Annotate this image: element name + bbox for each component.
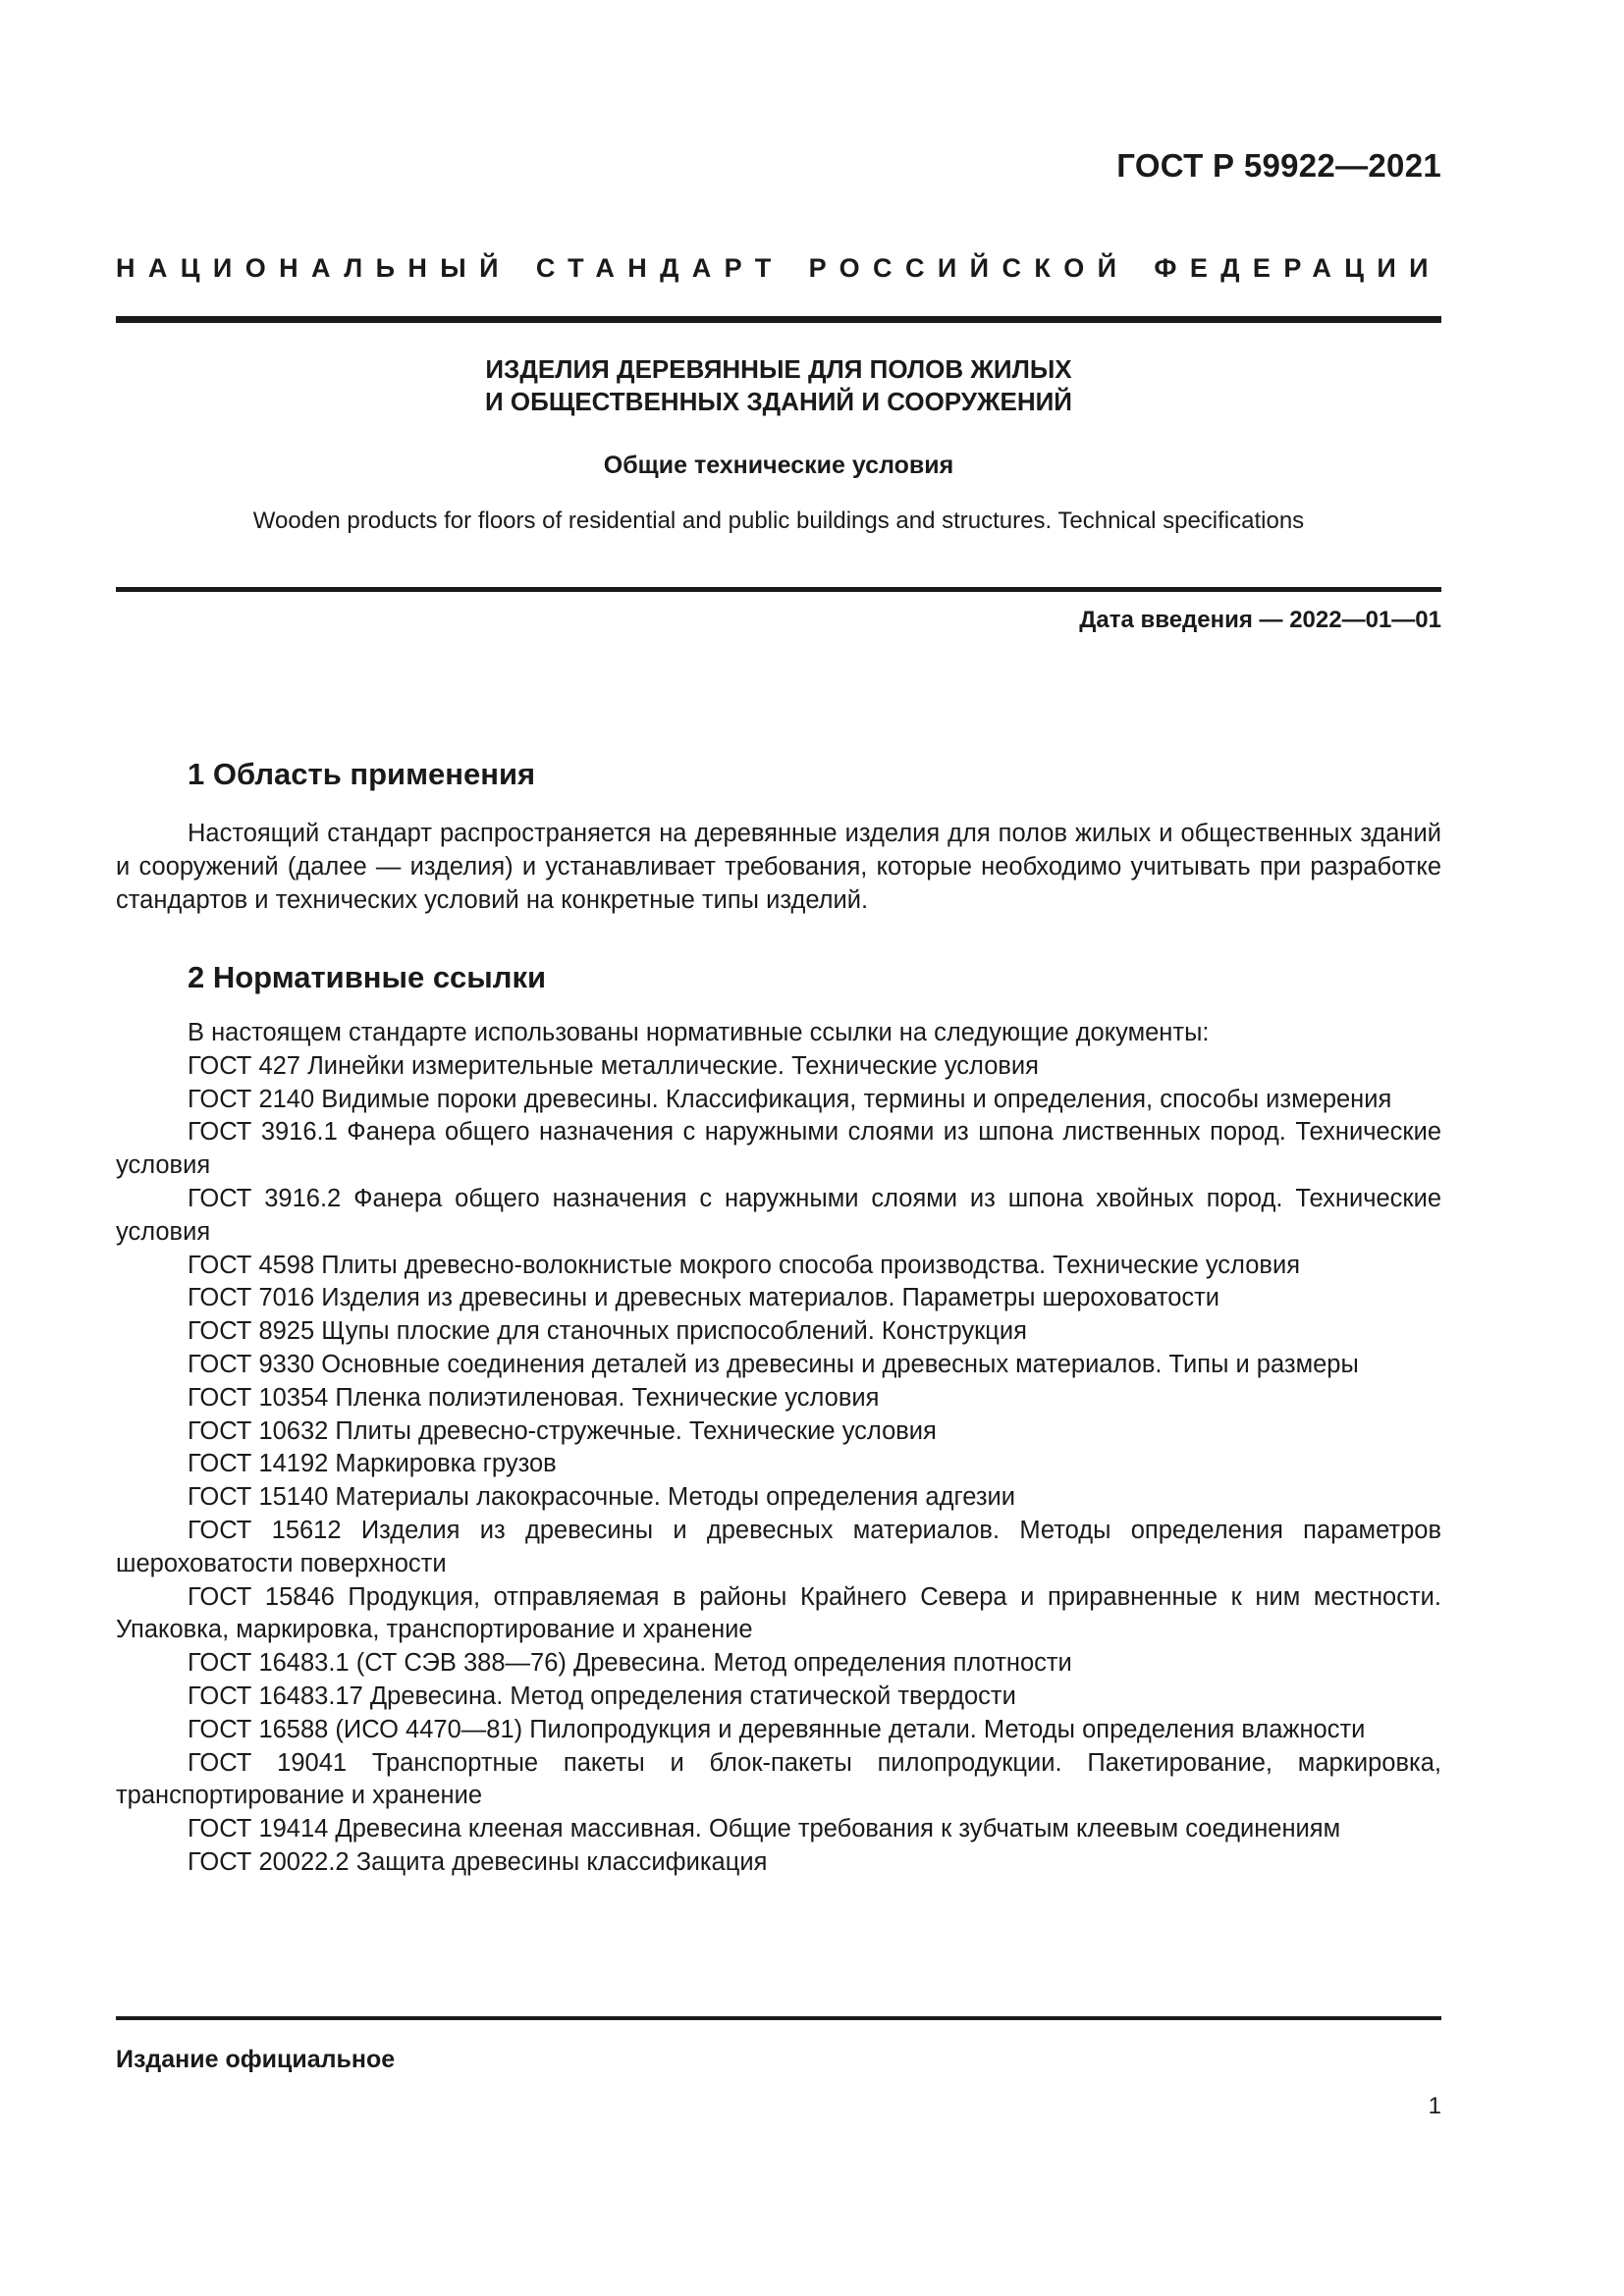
reference-item: ГОСТ 3916.2 Фанера общего назначения с наружными слоями из шпона хвойных пород. Технические условия (116, 1184, 1441, 1246)
reference-item: ГОСТ 16483.17 Древесина. Метод определения статической твердости (188, 1682, 1016, 1710)
reference-item: ГОСТ 15846 Продукция, отправляемая в районы Крайнего Севера и приравненные к ним местности. Упаковка, маркировка, транспортирование и хранение (116, 1582, 1441, 1644)
reference-item: ГОСТ 16483.1 (СТ СЭВ 388—76) Древесина. Метод определения плотности (188, 1649, 1072, 1678)
reference-item: ГОСТ 15612 Изделия из древесины и древесных материалов. Методы определения параметров шероховатости поверхности (116, 1516, 1441, 1577)
footer-divider (116, 2016, 1441, 2020)
english-title: Wooden products for floors of residential and public buildings and structures. Technical specifications (252, 507, 1305, 534)
title-block (116, 353, 1441, 536)
top-divider (116, 316, 1441, 323)
page-number: 1 (1428, 2093, 1441, 2119)
section-heading-references: 2 Нормативные ссылки (188, 960, 547, 994)
scope-paragraph: Настоящий стандарт распространяется на деревянные изделия для полов жилых и общественных зданий и сооружений (далее — изделия) и устанавливает требования, которые необходимо учитывать при разработке стандартов и технических условий на конкретные типы изделий. (116, 820, 1441, 914)
national-standard-heading: НАЦИОНАЛЬНЫЙ СТАНДАРТ РОССИЙСКОЙ ФЕДЕРАЦИИ (116, 253, 1441, 283)
reference-item: ГОСТ 15140 Материалы лакокрасочные. Методы определения адгезии (188, 1483, 1016, 1512)
reference-item: ГОСТ 9330 Основные соединения деталей из древесины и древесных материалов. Типы и размеры (188, 1350, 1359, 1378)
reference-item: ГОСТ 10632 Плиты древесно-стружечные. Технические условия (188, 1416, 937, 1445)
title-divider (116, 587, 1441, 592)
reference-item: В настоящем стандарте использованы нормативные ссылки на следующие документы: (188, 1019, 1210, 1046)
reference-item: ГОСТ 427 Линейки измерительные металлические. Технические условия (188, 1051, 1039, 1080)
references-list (116, 1017, 1441, 1880)
introduction-date: Дата введения — 2022—01—01 (1079, 607, 1441, 633)
document-subtitle: Общие технические условия (603, 452, 954, 479)
reference-item: ГОСТ 3916.1 Фанера общего назначения с наружными слоями из шпона лиственных пород. Технические условия (116, 1118, 1441, 1180)
document-code: ГОСТ Р 59922—2021 (1116, 147, 1441, 184)
reference-item: ГОСТ 4598 Плиты древесно-волокнистые мокрого способа производства. Технические условия (188, 1251, 1301, 1279)
reference-item: ГОСТ 8925 Щупы плоские для станочных приспособлений. Конструкция (188, 1317, 1027, 1346)
section-heading-scope: 1 Область применения (188, 757, 536, 791)
reference-item: ГОСТ 2140 Видимые пороки древесины. Классификация, термины и определения, способы измерения (188, 1085, 1392, 1113)
reference-item: ГОСТ 16588 (ИСО 4470—81) Пилопродукция и деревянные детали. Методы определения влажности (188, 1715, 1366, 1743)
document-title-line-2: И ОБЩЕСТВЕННЫХ ЗДАНИЙ И СООРУЖЕНИЙ (485, 387, 1072, 416)
scope-text-block (116, 818, 1441, 917)
document-title-line-1: ИЗДЕЛИЯ ДЕРЕВЯННЫЕ ДЛЯ ПОЛОВ ЖИЛЫХ (485, 354, 1072, 384)
reference-item: ГОСТ 10354 Пленка полиэтиленовая. Технические условия (188, 1383, 880, 1412)
reference-item: ГОСТ 20022.2 Защита древесины классификация (188, 1847, 768, 1876)
official-edition-label: Издание официальное (116, 2046, 396, 2073)
reference-item: ГОСТ 19041 Транспортные пакеты и блок-пакеты пилопродукции. Пакетирование, маркировка, транспортирование и хранение (116, 1748, 1441, 1810)
reference-item: ГОСТ 19414 Древесина клееная массивная. Общие требования к зубчатым клеевым соединениям (188, 1815, 1341, 1843)
reference-item: ГОСТ 7016 Изделия из древесины и древесных материалов. Параметры шероховатости (188, 1284, 1220, 1312)
reference-item: ГОСТ 14192 Маркировка грузов (188, 1450, 557, 1478)
